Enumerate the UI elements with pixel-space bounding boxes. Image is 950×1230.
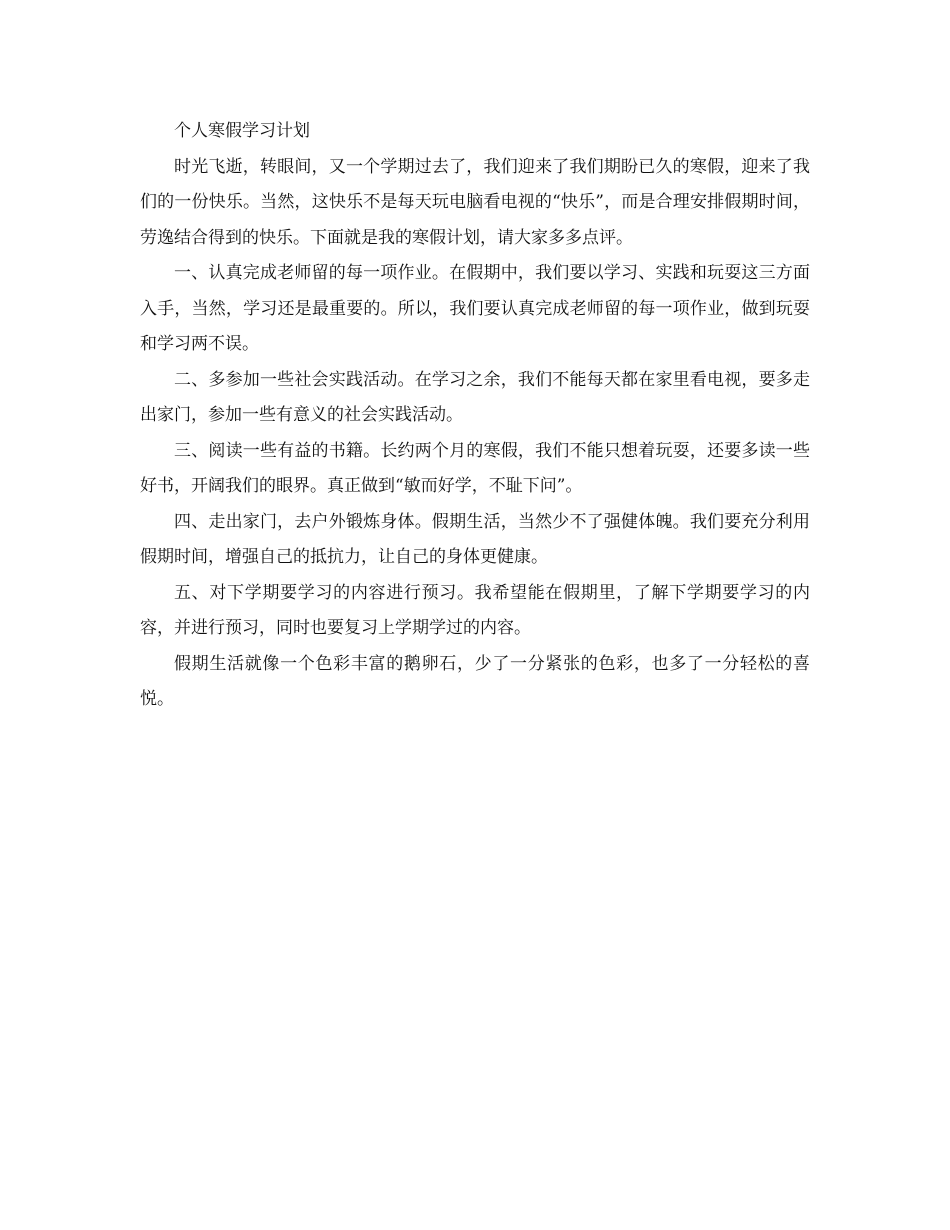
document-title: 个人寒假学习计划 (174, 121, 310, 141)
paragraph-item-3: 三、阅读一些有益的书籍。长约两个月的寒假，我们不能只想着玩耍，还要多读一些好书，开阔我们的眼界。真正做到“敏而好学，不耻下问”。 (140, 440, 810, 496)
document-body (140, 114, 810, 718)
paragraph-intro: 时光飞逝，转眼间，又一个学期过去了，我们迎来了我们期盼已久的寒假，迎来了我们的一份快乐。当然，这快乐不是每天玩电脑看电视的“快乐”，而是合理安排假期时间，劳逸结合得到的快乐。下面就是我的寒假计划，请大家多多点评。 (140, 156, 810, 248)
paragraph-item-4: 四、走出家门，去户外锻炼身体。假期生活，当然少不了强健体魄。我们要充分利用假期时间，增强自己的抵抗力，让自己的身体更健康。 (140, 511, 810, 567)
paragraph-item-2: 二、多参加一些社会实践活动。在学习之余，我们不能每天都在家里看电视，要多走出家门，参加一些有意义的社会实践活动。 (140, 369, 810, 425)
paragraph-item-1: 一、认真完成老师留的每一项作业。在假期中，我们要以学习、实践和玩耍这三方面入手，当然，学习还是最重要的。所以，我们要认真完成老师留的每一项作业，做到玩耍和学习两不误。 (140, 263, 810, 354)
paragraph-conclusion: 假期生活就像一个色彩丰富的鹅卵石，少了一分紧张的色彩，也多了一分轻松的喜悦。 (140, 653, 810, 709)
paragraph-item-5: 五、对下学期要学习的内容进行预习。我希望能在假期里，了解下学期要学习的内容，并进行预习，同时也要复习上学期学过的内容。 (140, 582, 810, 638)
